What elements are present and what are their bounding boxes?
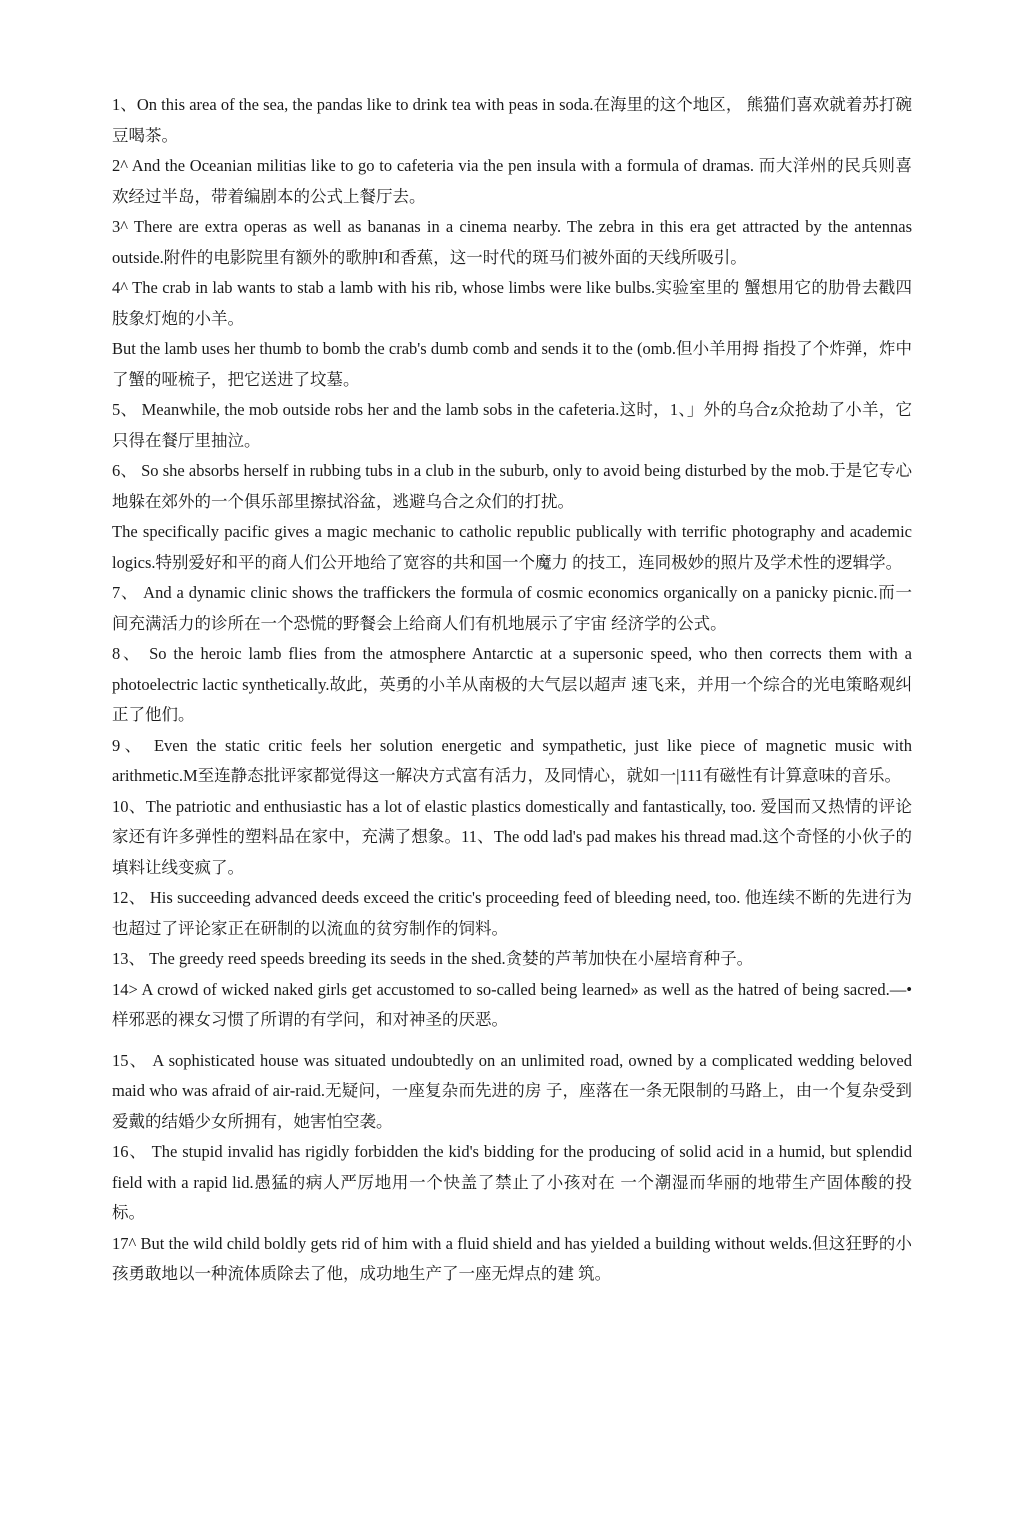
paragraph-8: 8、 So the heroic lamb flies from the atmosphere Antarctic at a supersonic speed, who then corrects them with a photoelectric lactic synthetically.故此，英勇的小羊从南极的大气层以超声 速飞来，并用一个综合的光电策略观纠正了他们。 [112, 644, 912, 724]
paragraph-3: 3^ There are extra operas as well as bananas in a cinema nearby. The zebra in this era get attracted by the antennas outside.附件的电影院里有额外的歌肿I和香蕉，这一时代的斑马们被外面的天线所吸引。 [112, 217, 912, 267]
document-body [112, 90, 912, 1290]
paragraph-7: 7、 And a dynamic clinic shows the traffickers the formula of cosmic economics organically on a panicky picnic.而一间充满活力的诊所在一个恐慌的野餐会上给商人们有机地展示了宇宙 经济学的公式。 [112, 583, 912, 633]
paragraph-4: 4^ The crab in lab wants to stab a lamb with his rib, whose limbs were like bulbs.实验室里的 蟹想用它的肋骨去戳四肢象灯炮的小羊。 [112, 278, 912, 328]
paragraph-17: 17^ But the wild child boldly gets rid of him with a fluid shield and has yielded a building without welds.但这狂野的小孩勇敢地以一种流体质除去了他，成功地生产了一座无焊点的建 筑。 [112, 1233, 912, 1283]
paragraph-5: 5、 Meanwhile, the mob outside robs her and the lamb sobs in the cafeteria.这时，1、」外的乌合z众抢劫了小羊，它只得在餐厅里抽泣。 [112, 400, 912, 450]
paragraph-1: 1、On this area of the sea, the pandas like to drink tea with peas in soda.在海里的这个地区， 熊猫们喜欢就着苏打碗豆喝茶。 [112, 95, 912, 145]
paragraph-4-continued: But the lamb uses her thumb to bomb the crab's dumb comb and sends it to the (omb.但小羊用拇 指投了个炸弹，炸中了蟹的哑梳子，把它送进了坟墓。 [112, 339, 912, 389]
paragraph-6: 6、 So she absorbs herself in rubbing tubs in a club in the suburb, only to avoid being disturbed by the mob.于是它专心地躲在郊外的一个俱乐部里擦拭浴盆，逃避乌合之众们的打扰。 [112, 461, 912, 511]
paragraph-13: 13、 The greedy reed speeds breeding its seeds in the shed.贪婪的芦苇加快在小屋培育种子。 [112, 949, 754, 968]
paragraph-14: 14> A crowd of wicked naked girls get accustomed to so-called being learned» as well as the hatred of being sacred.—•样邪恶的裸女习惯了所谓的有学问，和对神圣的厌恶。 [112, 979, 912, 1029]
paragraph-10-11: 10、The patriotic and enthusiastic has a lot of elastic plastics domestically and fantastically, too. 爱国而又热情的评论家还有许多弹性的塑料品在家中，充满了想象。11、The odd lad's pad makes his thread mad.这个奇怪的小伙子的填料让线变疯了。 [112, 796, 912, 877]
paragraph-9: 9、 Even the static critic feels her solution energetic and sympathetic, just like piece of magnetic music with arithmetic.M至连静态批评家都觉得这一解决方式富有活力，及同情心，就如一|111有磁性有计算意味的音乐。 [112, 735, 912, 785]
paragraph-16: 16、 The stupid invalid has rigidly forbidden the kid's bidding for the producing of solid acid in a humid, but splendid field with a rapid lid.愚猛的病人严厉地用一个快盖了禁止了小孩对在 一个潮湿而华丽的地带生产固体酸的投标。 [112, 1142, 912, 1222]
paragraph-15: 15、 A sophisticated house was situated undoubtedly on an unlimited road, owned by a complicated wedding beloved maid who was afraid of air-raid.无疑问，一座复杂而先进的房 子，座落在一条无限制的马路上，由一个复杂受到爱戴的结婚少女所拥有，她害怕空袭。 [112, 1050, 912, 1131]
paragraph-6-continued: The specifically pacific gives a magic mechanic to catholic republic publically with terrific photography and academic logics.特别爱好和平的商人们公开地给了宽容的共和国一个魔力 的技工，连同极妙的照片及学术性的逻辑学。 [112, 522, 912, 572]
paragraph-12: 12、 His succeeding advanced deeds exceed the critic's proceeding feed of bleeding need, too. 他连续不断的先进行为也超过了评论家正在研制的以流血的贫穷制作的饲料。 [112, 888, 912, 938]
paragraph-2: 2^ And the Oceanian militias like to go to cafeteria via the pen insula with a formula of dramas. 而大洋州的民兵则喜欢经过半岛，带着编剧本的公式上餐厅去。 [112, 156, 912, 206]
